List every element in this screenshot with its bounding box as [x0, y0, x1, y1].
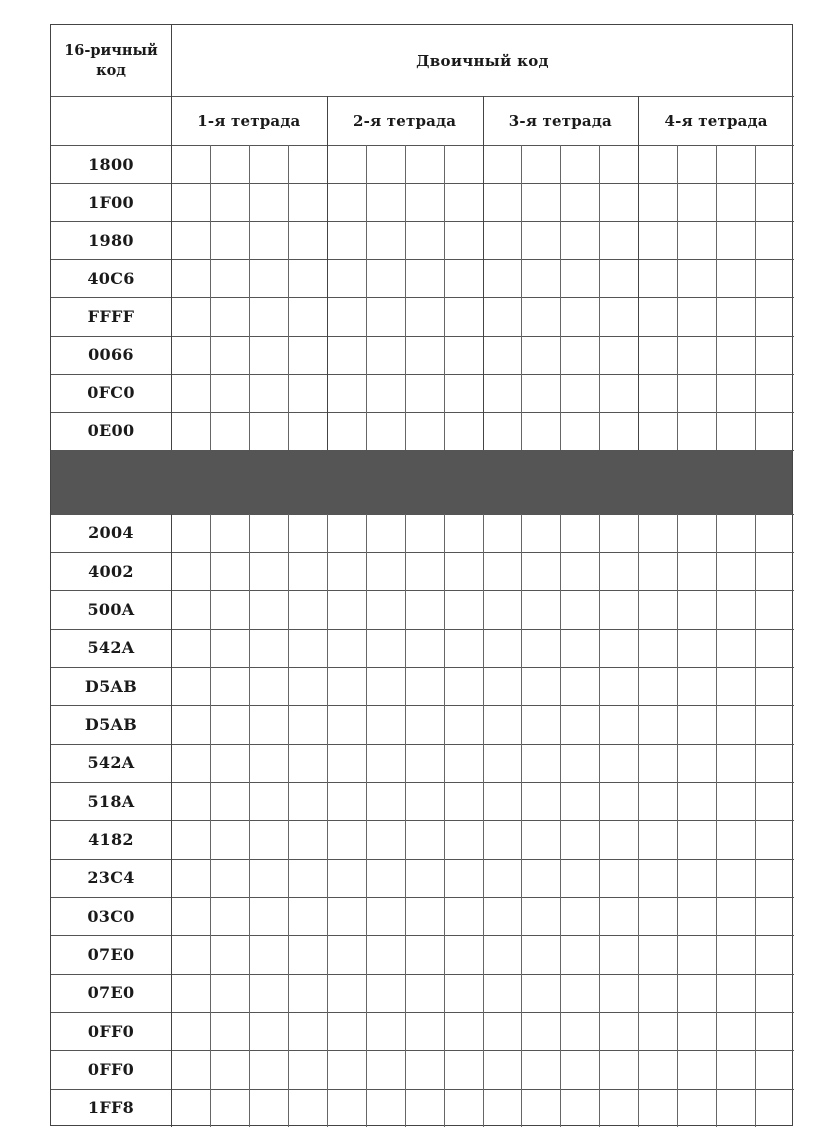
hex-code-cell: 1FF8: [87, 1098, 135, 1118]
grid-line: [327, 96, 328, 450]
hex-code-cell: 542A: [87, 638, 135, 658]
header-hex-code: [51, 25, 171, 96]
grid-line: [288, 145, 289, 450]
grid-line: [405, 145, 406, 450]
header-binary-code: [171, 25, 794, 96]
tetrad-header-1: 1-я тетрада: [197, 111, 301, 130]
tetrad-header-4: 4-я тетрада: [664, 111, 768, 130]
tetrad-header-3: 3-я тетрада: [508, 111, 612, 130]
header-hex-code-label: 16-ричный код: [64, 41, 158, 79]
grid-line: [677, 514, 678, 1127]
header-binary-code-label: Двоичный код: [416, 51, 549, 70]
grid-line: [755, 145, 756, 450]
hex-code-cell: 4002: [88, 561, 134, 581]
hex-code-cell: 0FF0: [87, 1060, 135, 1079]
hex-code-cell: 1F00: [88, 192, 134, 212]
hex-code-cell: 518A: [87, 791, 135, 811]
grid-line: [288, 514, 289, 1127]
grid-line: [599, 145, 600, 450]
hex-code-cell: 40C6: [87, 268, 135, 288]
grid-line: [677, 145, 678, 450]
hex-code-cell: 0066: [88, 345, 134, 365]
hex-code-cell: D5AB: [84, 676, 138, 696]
grid-line: [366, 514, 367, 1127]
grid-line: [638, 96, 639, 450]
separator-band: [51, 450, 792, 514]
hex-code-cell: 03C0: [87, 906, 135, 926]
grid-line: [599, 514, 600, 1127]
hex-code-cell: 542A: [87, 753, 135, 773]
hex-code-cell: 1800: [88, 154, 134, 174]
grid-line: [521, 514, 522, 1127]
tetrad-header-2: 2-я тетрада: [353, 111, 457, 130]
hex-code-cell: FFFF: [87, 306, 135, 326]
hex-code-cell: 23C4: [87, 868, 135, 888]
grid-line: [444, 145, 445, 450]
hex-code-cell: 07E0: [87, 945, 135, 965]
hex-code-cell: 0E00: [87, 421, 135, 441]
grid-line: [483, 96, 484, 450]
hex-code-cell: 0FC0: [87, 383, 135, 403]
grid-line: [560, 514, 561, 1127]
hex-code-cell: 4182: [88, 830, 134, 850]
grid-line: [366, 145, 367, 450]
binary-code-table: [50, 24, 793, 1126]
grid-line: [210, 145, 211, 450]
hex-code-cell: 500A: [87, 600, 135, 620]
grid-line: [249, 514, 250, 1127]
grid-line: [638, 514, 639, 1127]
hex-code-cell: 07E0: [87, 983, 135, 1003]
grid-line: [716, 514, 717, 1127]
grid-line: [521, 145, 522, 450]
grid-line: [716, 145, 717, 450]
grid-line: [249, 145, 250, 450]
hex-code-cell: 1980: [88, 230, 134, 250]
grid-line: [210, 514, 211, 1127]
grid-line: [171, 25, 172, 1127]
grid-line: [444, 514, 445, 1127]
grid-line: [327, 514, 328, 1127]
hex-code-cell: 2004: [88, 523, 134, 543]
hex-code-cell: D5AB: [84, 715, 138, 735]
grid-line: [560, 145, 561, 450]
grid-line: [405, 514, 406, 1127]
grid-line: [755, 514, 756, 1127]
grid-line: [483, 514, 484, 1127]
hex-code-cell: 0FF0: [87, 1021, 135, 1041]
